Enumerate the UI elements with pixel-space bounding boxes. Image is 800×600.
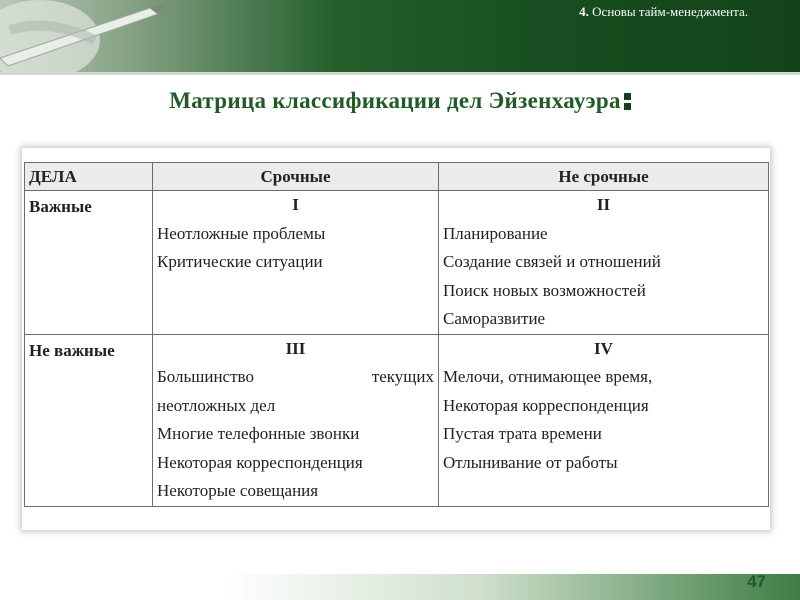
quadrant-number: III (285, 338, 306, 358)
quadrant-cell-2 (439, 191, 769, 335)
section-number: 4. (579, 4, 589, 19)
list-item: Неотложные проблемы (157, 223, 326, 243)
justified-word: текущих (371, 367, 434, 386)
list-item (157, 363, 434, 392)
list-item: Саморазвитие (443, 309, 546, 328)
row-label-not-important: Не важные (25, 334, 153, 506)
header-band (0, 0, 800, 72)
table-row (25, 334, 769, 506)
quadrant-number: IV (594, 338, 613, 358)
list-item: Отлынивание от работы (443, 452, 618, 472)
column-header-tasks: ДЕЛА (25, 163, 153, 191)
slide-title-text: Матрица классификации дел Эйзенхауэра (169, 88, 621, 113)
column-header-urgent: Срочные (153, 163, 439, 191)
list-item: Планирование (443, 223, 548, 243)
section-title: Основы тайм-менеджмента. (592, 4, 748, 19)
eisenhower-matrix-table (24, 162, 769, 507)
page-number: 47 (747, 572, 766, 591)
quadrant-cell-4 (439, 334, 769, 506)
justified-word: Большинство (157, 367, 254, 386)
list-item: Поиск новых возможностей (443, 280, 646, 300)
list-item: Некоторые совещания (157, 481, 319, 500)
list-item: Некоторая корреспонденция (443, 395, 649, 415)
footer-bar (0, 574, 800, 600)
quadrant-cell-3 (153, 334, 439, 506)
list-item: Мелочи, отнимающее время, (443, 367, 653, 386)
list-item: Некоторая корреспонденция (157, 452, 363, 472)
list-item: Многие телефонные звонки (157, 424, 360, 443)
slide-title (0, 88, 800, 114)
row-label-important: Важные (25, 191, 153, 335)
quadrant-cell-1 (153, 191, 439, 335)
section-heading (579, 4, 748, 20)
column-header-not-urgent: Не срочные (439, 163, 769, 191)
list-item: Создание связей и отношений (443, 252, 661, 271)
list-item: Пустая трата времени (443, 424, 602, 443)
list-item: неотложных дел (157, 395, 276, 415)
table-row (25, 191, 769, 335)
colon-mark (623, 90, 631, 110)
quadrant-number: II (596, 195, 611, 214)
pen-icon (0, 0, 170, 72)
header-divider (0, 72, 800, 75)
list-item: Критические ситуации (157, 252, 323, 271)
matrix-frame (22, 148, 770, 530)
table-header-row (25, 163, 769, 191)
quadrant-number: I (292, 195, 299, 214)
